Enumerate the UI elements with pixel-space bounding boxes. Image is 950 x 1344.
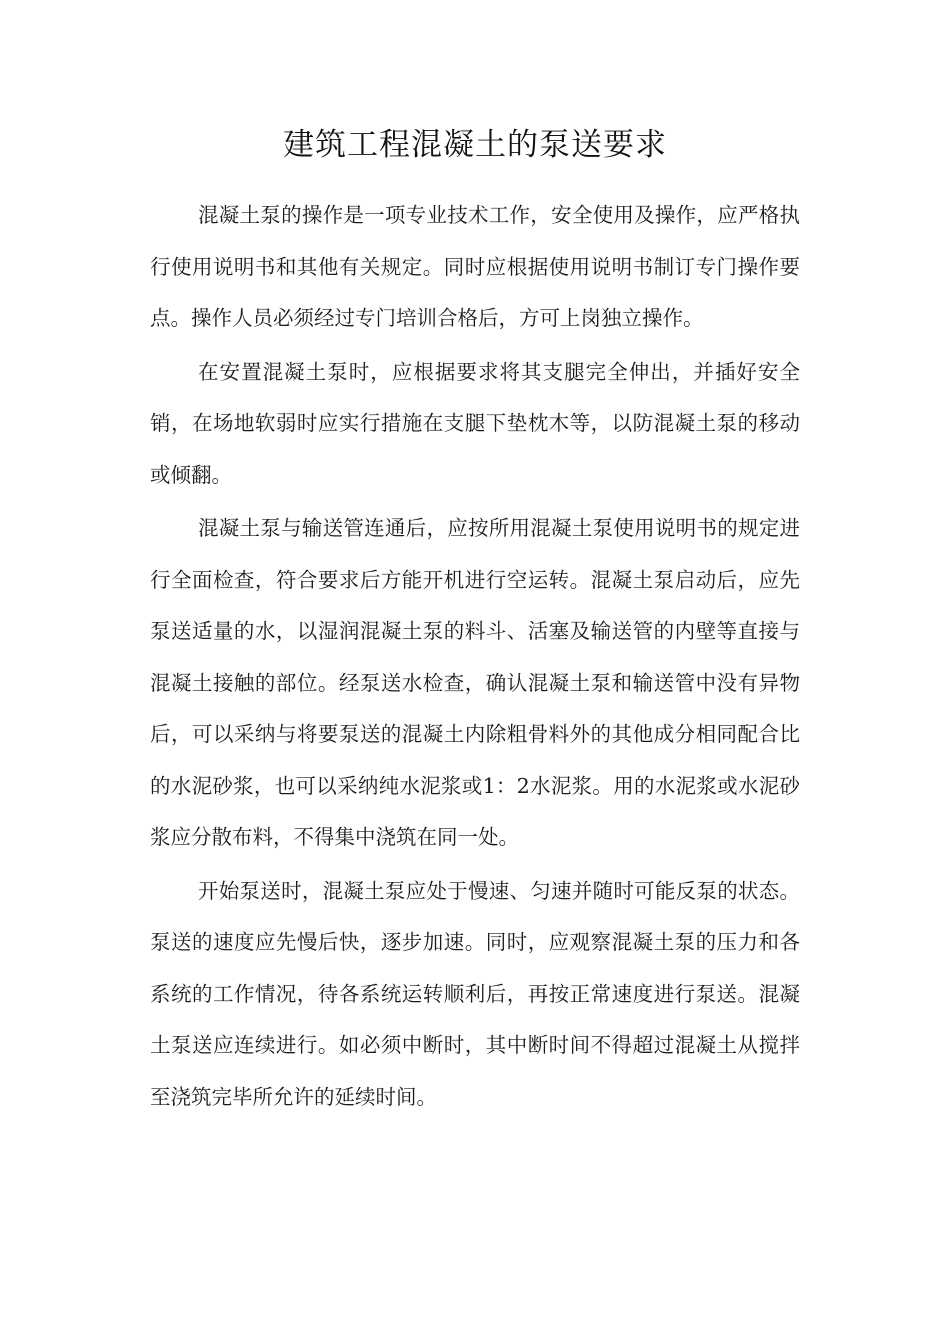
- document-title: 建筑工程混凝土的泵送要求: [283, 127, 667, 163]
- paragraph-operation: 混凝土泵的操作是一项专业技术工作，安全使用及操作，应严格执行使用说明书和其他有关规定。同时应根据使用说明书制订专门操作要点。操作人员必须经过专门培训合格后，方可上岗独立操作。: [150, 203, 800, 330]
- document-body: [150, 190, 800, 1125]
- paragraph-pumping: 开始泵送时，混凝土泵应处于慢速、匀速并随时可能反泵的状态。泵送的速度应先慢后快，逐步加速。同时，应观察混凝土泵的压力和各系统的工作情况，待各系统运转顺利后，再按正常速度进行泵送。混凝土泵送应连续进行。如必须中断时，其中断时间不得超过混凝土从搅拌至浇筑完毕所允许的延续时间。: [150, 878, 800, 1109]
- paragraph-inspection: 混凝土泵与输送管连通后，应按所用混凝土泵使用说明书的规定进行全面检查，符合要求后方能开机进行空运转。混凝土泵启动后，应先泵送适量的水，以湿润混凝土泵的料斗、活塞及输送管的内壁等直接与混凝土接触的部位。经泵送水检查，确认混凝土泵和输送管中没有异物后，可以采纳与将要泵送的混凝土内除粗骨料外的其他成分相同配合比的水泥砂浆，也可以采纳纯水泥浆或1：2水泥浆。用的水泥浆或水泥砂浆应分散布料，不得集中浇筑在同一处。: [150, 516, 800, 849]
- paragraph-installation: 在安置混凝土泵时，应根据要求将其支腿完全伸出，并插好安全销，在场地软弱时应实行措施在支腿下垫枕木等，以防混凝土泵的移动或倾翻。: [150, 359, 800, 487]
